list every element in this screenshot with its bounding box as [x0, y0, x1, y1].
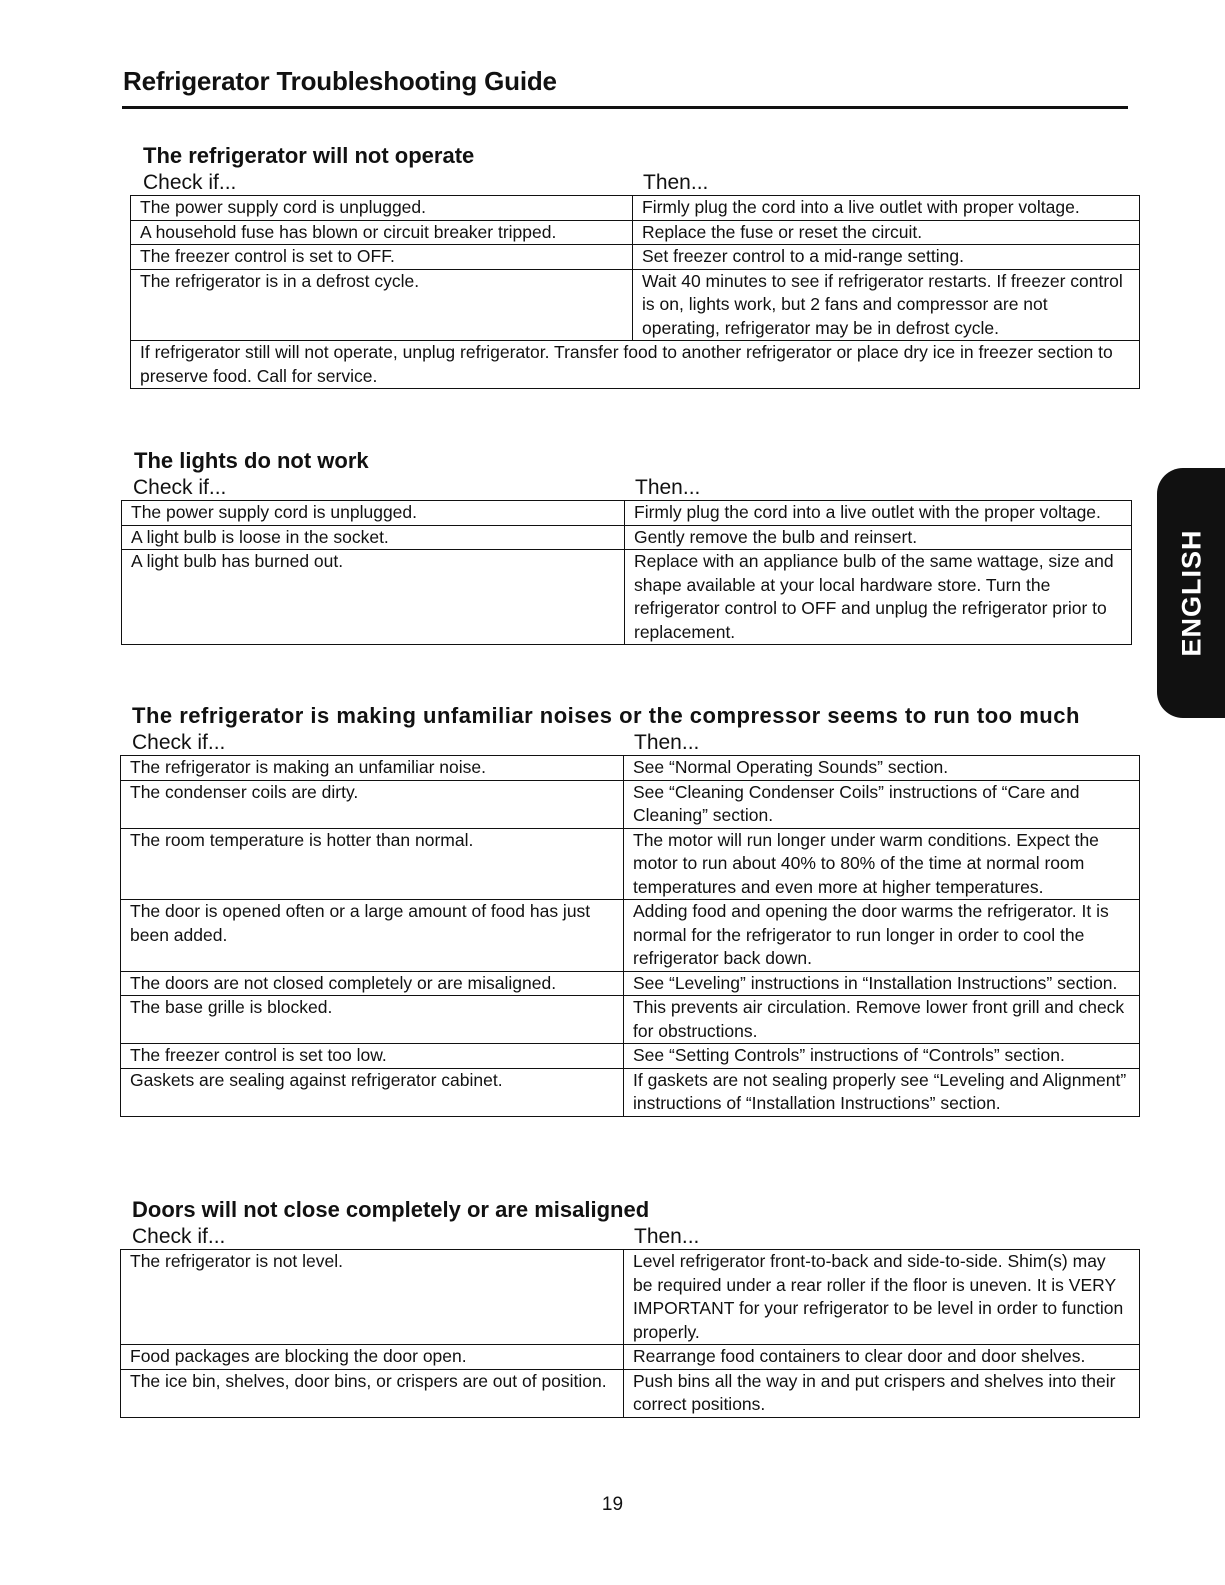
check-cell: Gaskets are sealing against refrigerator cabinet.: [121, 1068, 624, 1116]
then-cell: Wait 40 minutes to see if refrigerator restarts. If freezer control is on, lights work, but 2 fans and compressor are not operating, refrigerator may be in defrost cycle.: [633, 269, 1140, 341]
then-cell: See “Cleaning Condenser Coils” instructions of “Care and Cleaning” section.: [624, 780, 1140, 828]
table-row: [122, 501, 1132, 526]
then-cell: Level refrigerator front-to-back and side-to-side. Shim(s) may be required under a rear roller if the floor is uneven. It is VERY IMPORTANT for your refrigerator to be level in order to function properly.: [624, 1250, 1140, 1345]
check-if-header: Check if...: [132, 731, 226, 754]
table-row: [131, 269, 1140, 341]
check-cell: The door is opened often or a large amount of food has just been added.: [121, 900, 624, 972]
table-row: [121, 1369, 1140, 1417]
title-divider: [122, 106, 1128, 109]
section-noises: [120, 703, 1140, 1117]
then-header: Then...: [634, 731, 700, 754]
section-lights: [121, 448, 1132, 645]
then-cell: See “Leveling” instructions in “Installation Instructions” section.: [624, 971, 1140, 996]
language-tab-label: ENGLISH: [1176, 529, 1207, 657]
column-headers: [121, 476, 1132, 500]
table-row: [122, 525, 1132, 550]
table-row: [121, 1044, 1140, 1069]
then-cell: Firmly plug the cord into a live outlet with the proper voltage.: [625, 501, 1132, 526]
troubleshooting-table: [120, 755, 1140, 1117]
then-cell: Replace with an appliance bulb of the same wattage, size and shape available at your local hardware store. Turn the refrigerator control to OFF and unplug the refrigerator prior to replacement.: [625, 550, 1132, 645]
column-headers: [120, 1225, 1140, 1249]
check-cell: The power supply cord is unplugged.: [131, 196, 633, 221]
check-cell: The ice bin, shelves, door bins, or crispers are out of position.: [121, 1369, 624, 1417]
table-row: [121, 1250, 1140, 1345]
table-row: [121, 900, 1140, 972]
check-if-header: Check if...: [143, 171, 237, 194]
table-row: [121, 996, 1140, 1044]
table-row: [122, 550, 1132, 645]
check-cell: A household fuse has blown or circuit breaker tripped.: [131, 220, 633, 245]
section-will-not-operate: [130, 143, 1140, 389]
table-row: [121, 1068, 1140, 1116]
check-cell: A light bulb is loose in the socket.: [122, 525, 625, 550]
check-cell: The freezer control is set too low.: [121, 1044, 624, 1069]
table-row: [131, 196, 1140, 221]
troubleshooting-table: [121, 500, 1132, 645]
check-cell: The base grille is blocked.: [121, 996, 624, 1044]
then-cell: This prevents air circulation. Remove lower front grill and check for obstructions.: [624, 996, 1140, 1044]
then-cell: See “Normal Operating Sounds” section.: [624, 756, 1140, 781]
then-cell: Replace the fuse or reset the circuit.: [633, 220, 1140, 245]
then-cell: Rearrange food containers to clear door and door shelves.: [624, 1345, 1140, 1370]
section-title: The lights do not work: [134, 448, 369, 473]
troubleshooting-table: [120, 1249, 1140, 1418]
check-cell: The refrigerator is not level.: [121, 1250, 624, 1345]
table-row: [121, 828, 1140, 900]
check-cell: Food packages are blocking the door open.: [121, 1345, 624, 1370]
then-header: Then...: [643, 171, 709, 194]
check-cell: The freezer control is set to OFF.: [131, 245, 633, 270]
check-if-header: Check if...: [133, 476, 227, 499]
then-cell: If gaskets are not sealing properly see “Leveling and Alignment” instructions of “Installation Instructions” section.: [624, 1068, 1140, 1116]
check-cell: A light bulb has burned out.: [122, 550, 625, 645]
section-doors: [120, 1197, 1140, 1418]
table-row: [121, 1345, 1140, 1370]
table-row: [121, 756, 1140, 781]
page-number: 19: [601, 1494, 624, 1515]
section-title: Doors will not close completely or are misaligned: [132, 1197, 650, 1222]
troubleshooting-table: [130, 195, 1140, 389]
then-header: Then...: [635, 476, 701, 499]
check-cell: The refrigerator is in a defrost cycle.: [131, 269, 633, 341]
then-cell: Adding food and opening the door warms the refrigerator. It is normal for the refrigerator to run longer in order to cool the refrigerator back down.: [624, 900, 1140, 972]
table-row: [131, 220, 1140, 245]
table-row: [121, 971, 1140, 996]
column-headers: [120, 731, 1140, 755]
check-cell: The doors are not closed completely or are misaligned.: [121, 971, 624, 996]
table-note-row: [131, 341, 1140, 389]
then-cell: Firmly plug the cord into a live outlet with proper voltage.: [633, 196, 1140, 221]
page-title: Refrigerator Troubleshooting Guide: [123, 66, 557, 96]
table-row: [131, 245, 1140, 270]
then-cell: The motor will run longer under warm conditions. Expect the motor to run about 40% to 80% of the time at normal room temperatures and even more at higher temperatures.: [624, 828, 1140, 900]
then-cell: Gently remove the bulb and reinsert.: [625, 525, 1132, 550]
then-cell: Push bins all the way in and put crispers and shelves into their correct positions.: [624, 1369, 1140, 1417]
check-if-header: Check if...: [132, 1225, 226, 1248]
check-cell: The power supply cord is unplugged.: [122, 501, 625, 526]
then-cell: Set freezer control to a mid-range setting.: [633, 245, 1140, 270]
service-note: If refrigerator still will not operate, unplug refrigerator. Transfer food to another refrigerator or place dry ice in freezer section to preserve food. Call for service.: [131, 341, 1140, 389]
section-title: The refrigerator will not operate: [143, 143, 475, 168]
language-tab: [1157, 468, 1225, 718]
then-cell: See “Setting Controls” instructions of “Controls” section.: [624, 1044, 1140, 1069]
check-cell: The condenser coils are dirty.: [121, 780, 624, 828]
table-row: [121, 780, 1140, 828]
column-headers: [130, 171, 1140, 195]
section-title: The refrigerator is making unfamiliar noises or the compressor seems to run too much: [132, 703, 1080, 728]
then-header: Then...: [634, 1225, 700, 1248]
check-cell: The room temperature is hotter than normal.: [121, 828, 624, 900]
check-cell: The refrigerator is making an unfamiliar noise.: [121, 756, 624, 781]
